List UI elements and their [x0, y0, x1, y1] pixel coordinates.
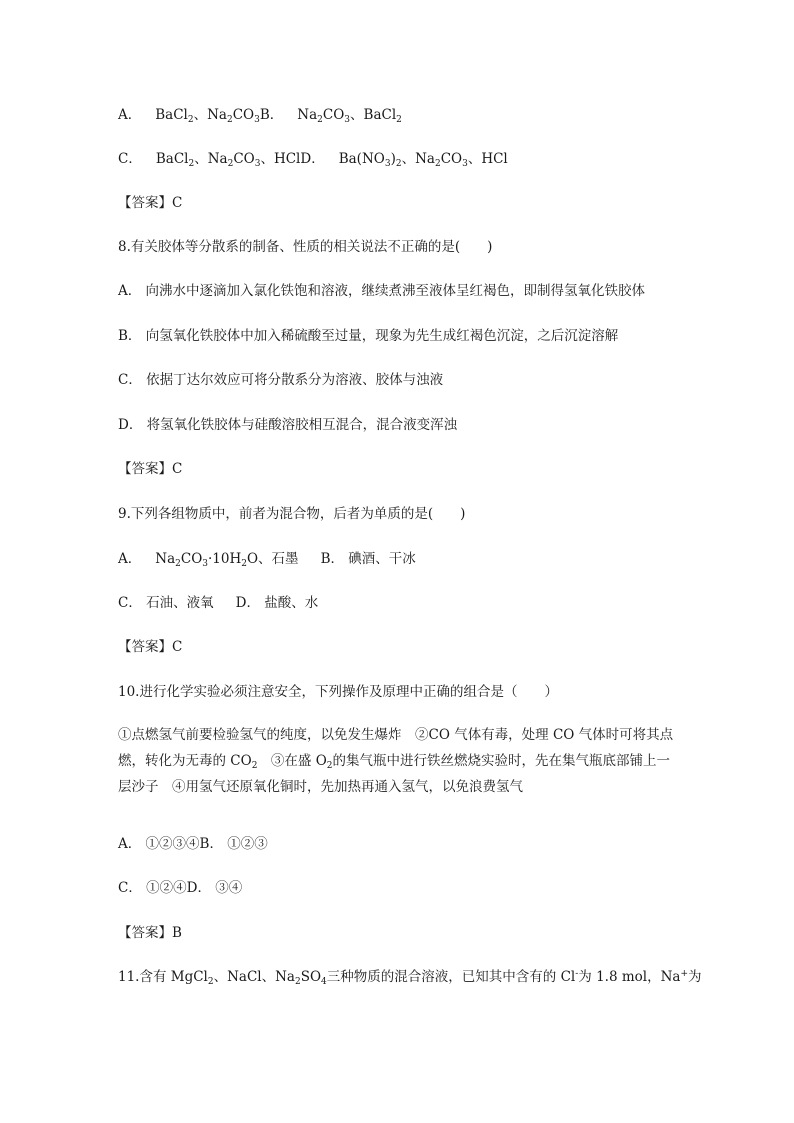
q8-option-c: C． 依据丁达尔效应可将分散系分为溶液、胶体与浊液 [118, 372, 444, 388]
q9-options-cd: C． 石油、液氧 D． 盐酸、水 [118, 595, 319, 611]
q9-answer: 【答案】C [118, 639, 183, 655]
q9-stem: 9.下列各组物质中，前者为混合物，后者为单质的是( ) [118, 506, 466, 522]
q8-answer: 【答案】C [118, 461, 183, 477]
q11-stem: 11.含有 MgCl$_2$、NaCl、$Na_2SO_4$三种物质的混合溶液，已知其中含有的 Cl-为 1.8 mol，Na+为 [118, 969, 702, 987]
q8-option-a: A． 向沸水中逐滴加入氯化铁饱和溶液，继续煮沸至液体呈红褐色，即制得氢氧化铁胶体 [118, 283, 646, 299]
q10-stem: 10.进行化学实验必须注意安全，下列操作及原理中正确的组合是（ ） [118, 684, 558, 700]
q10-options-cd: C． ①②④D． ③④ [118, 880, 243, 896]
q10-options-ab: A． ①②③④B． ①②③ [118, 836, 268, 852]
q9-options-ab: A． $Na_2CO_3\cdot 10H_2O$、石墨 B． 碘酒、干冰 [118, 551, 416, 569]
q8-option-b: B． 向氢氧化铁胶体中加入稀硫酸至过量，现象为先生成红褐色沉淀，之后沉淀溶解 [118, 328, 619, 344]
q10-statements: ①点燃氢气前要检验氢气的纯度，以免发生爆炸 ②CO 气体有毒，处理 CO 气体时可将其点燃，转化为无毒的 $CO_2$ ③在盛 $O_2$的集气瓶中进行铁丝燃烧实验时，先在集气瓶底部铺上一层沙子 ④用氢气还原氧化铜时，先加热再通入氢气，以免浪费氢气 [118, 727, 674, 795]
q7-answer: 【答案】C [118, 195, 183, 211]
q7-options-cd: C． BaCl$_2$、$Na_2CO_3$、HClD． $Ba(NO_3)_2$、$Na_2CO_3$、HCl [118, 151, 508, 169]
q10-answer: 【答案】B [118, 925, 182, 941]
q8-option-d: D． 将氢氧化铁胶体与硅酸溶胶相互混合，混合液变浑浊 [118, 417, 458, 433]
q7-options-ab: A． BaCl$_2$、$Na_2CO_3B$． $Na_2CO_3$、BaCl$_2$ [118, 107, 402, 125]
q8-stem: 8.有关胶体等分散系的制备、性质的相关说法不正确的是( ) [118, 239, 493, 255]
